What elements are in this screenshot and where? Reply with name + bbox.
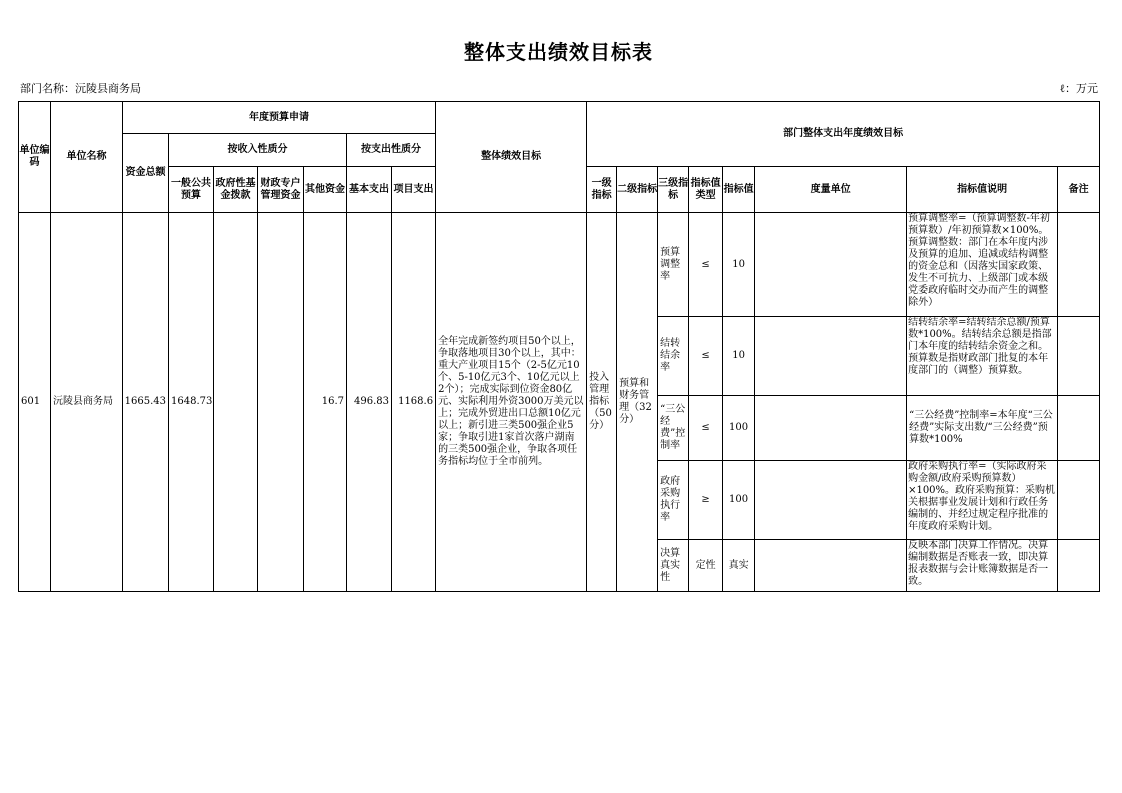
header-unit-name: 单位名称 [51,102,123,213]
remark-cell [1058,461,1100,540]
gov-fund-cell [214,213,258,592]
indicator-value-cell: 10 [723,213,755,317]
level2-cell: 预算和财务管理（32分） [617,213,658,592]
indicator-type-cell: ≤ [689,396,723,461]
header-general-public: 一般公共预算 [169,167,214,213]
project-expense-cell: 1168.6 [392,213,436,592]
other-funds-cell: 16.7 [304,213,347,592]
general-public-cell: 1648.73 [169,213,214,592]
header-dept-goal: 部门整体支出年度绩效目标 [587,102,1100,167]
measure-unit-cell [755,396,907,461]
header-basic-expense: 基本支出 [347,167,392,213]
indicator-desc-cell: 反映本部门决算工作情况。决算编制数据是否账表一致，即决算报表数据与会计账簿数据是否一致。 [908,540,1049,587]
indicator-desc-cell: 预算调整率=（预算调整数-年初预算数）/年初预算数×100%。预算调整数：部门在本年度内涉及预算的追加、追减或结构调整的资金总和（因落实国家政策、发生不可抗力、上级部门或本级党委政府临时交办而产生的调整除外） [908,213,1050,308]
header-by-income: 按收入性质分 [169,134,347,167]
header-indicator-value: 指标值 [723,167,755,213]
fiscal-special-cell [258,213,304,592]
indicator-desc-cell: 政府采购执行率=（实际政府采购金额/政府采购预算数）×100%。政府采购预算：采购机关根据事业发展计划和行政任务编制的、并经过规定程序批准的年度政府采购计划。 [908,461,1056,532]
header-level1: 一级指标 [587,167,617,213]
unit-name-cell: 沅陵县商务局 [51,213,123,592]
indicator-name-cell: 预算调整率 [658,213,689,317]
remark-cell [1058,213,1100,317]
performance-table [18,101,1100,592]
overall-goal-cell: 全年完成新签约项目50个以上，争取落地项目30个以上，其中：重大产业项目15个（2-5亿元10个、5-10亿元3个、10亿元以上2个）；完成实际到位资金80亿元、实际利用外资3000万美元以上；完成外贸进出口总额10亿元以上；新引进三类500强企业5家；争取引进1家首次落户湖南的三类500强企业，争取各项任务指标均位于全市前列。 [436,213,587,592]
header-overall-goal: 整体绩效目标 [436,102,587,213]
page-title: 整体支出绩效目标表 [464,40,653,64]
header-annual-budget: 年度预算申请 [123,102,436,134]
header-gov-fund: 政府性基金拨款 [214,167,258,213]
unit-code-cell: 601 [19,213,51,592]
header-value-desc: 指标值说明 [907,167,1058,213]
header-total-funds: 资金总额 [123,134,169,213]
indicator-value-cell: 真实 [723,540,755,592]
indicator-type-cell: ≥ [689,461,723,540]
table-row [19,213,1100,317]
header-measure-unit: 度量单位 [755,167,907,213]
indicator-value-cell: 100 [723,396,755,461]
header-by-expense: 按支出性质分 [347,134,436,167]
header-project-expense: 项目支出 [392,167,436,213]
measure-unit-cell [755,540,907,592]
header-unit-code: 单位编码 [19,102,51,213]
measure-unit-cell [755,317,907,396]
indicator-type-cell: 定性 [689,540,723,592]
indicator-desc-cell: 结转结余率=结转结余总额/预算数*100%。结转结余总额是指部门本年度的结转结余资金之和。预算数是指财政部门批复的本年度部门的（调整）预算数。 [908,317,1052,376]
indicator-desc-cell: “三公经费”控制率=本年度“三公经费”实际支出数/“三公经费”预算数*100% [907,396,1058,461]
indicator-type-cell: ≤ [689,317,723,396]
indicator-name-cell: 结转结余率 [658,317,689,396]
header-fiscal-special: 财政专户管理资金 [258,167,304,213]
indicator-name-cell: 决算真实性 [658,540,689,592]
header-remark: 备注 [1058,167,1100,213]
indicator-value-cell: 100 [723,461,755,540]
header-level2: 二级指标 [617,167,658,213]
remark-cell [1058,540,1100,592]
currency-unit: ℓ：万元 [1059,82,1098,95]
remark-cell [1058,317,1100,396]
header-other-funds: 其他资金 [304,167,347,213]
header-level3: 三级指标 [658,167,689,213]
remark-cell [1058,396,1100,461]
measure-unit-cell [755,213,907,317]
header-indicator-type: 指标值类型 [689,167,723,213]
indicator-value-cell: 10 [723,317,755,396]
indicator-name-cell: “三公经费”控制率 [658,396,689,461]
measure-unit-cell [755,461,907,540]
indicator-type-cell: ≤ [689,213,723,317]
total-funds-cell: 1665.43 [123,213,169,592]
indicator-name-cell: 政府采购执行率 [658,461,689,540]
department-name: 部门名称：沅陵县商务局 [20,82,141,95]
level1-cell: 投入管理指标（50分） [587,213,617,592]
basic-expense-cell: 496.83 [347,213,392,592]
